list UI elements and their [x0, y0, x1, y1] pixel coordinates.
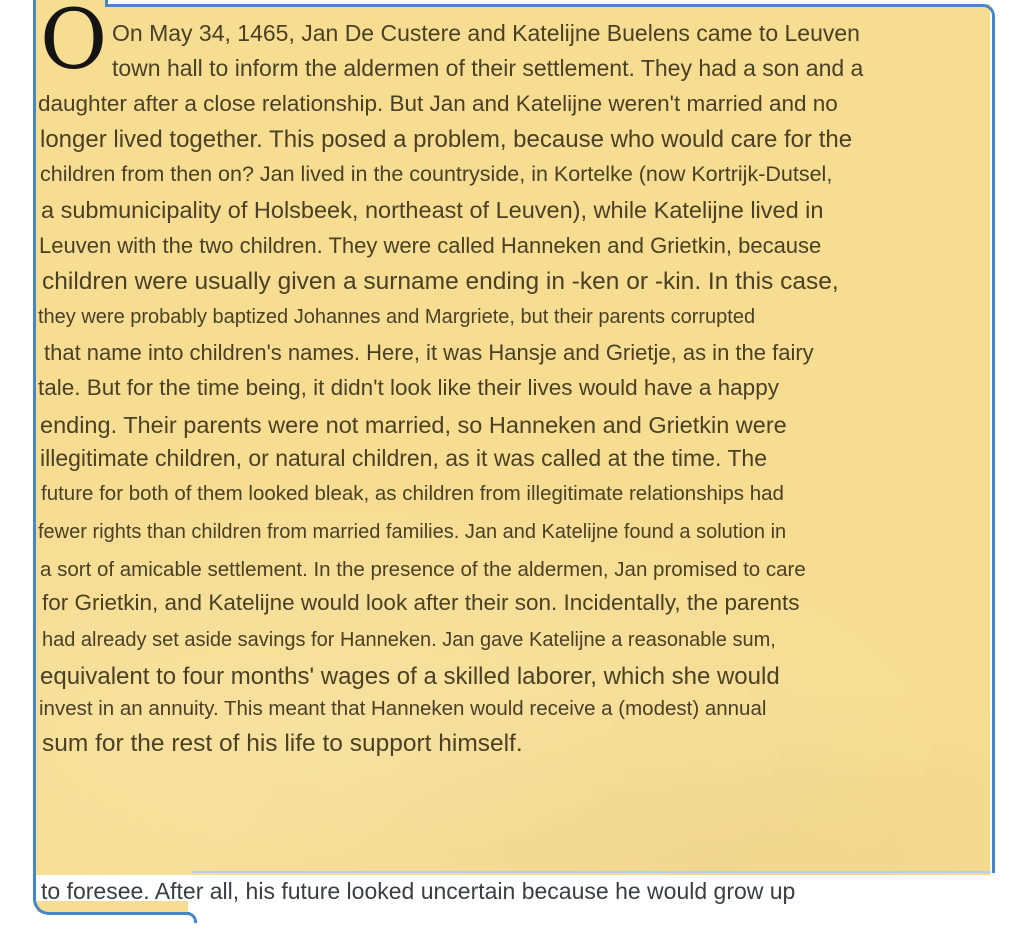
text-line: town hall to inform the aldermen of their settlement. They had a son and a [112, 55, 864, 81]
text-line: illegitimate children, or natural children, as it was called at the time. The [40, 445, 767, 471]
text-line: a submunicipality of Holsbeek, northeast of Leuven), while Katelijne lived in [41, 197, 824, 223]
selection-border-bottom-light [192, 871, 991, 873]
text-line: Leuven with the two children. They were called Hanneken and Grietkin, because [39, 233, 822, 258]
text-line: invest in an annuity. This meant that Hanneken would receive a (modest) annual [39, 697, 767, 720]
text-line: they were probably baptized Johannes and Margriete, but their parents corrupted [38, 306, 756, 328]
text-line: daughter after a close relationship. But Jan and Katelijne weren't married and no [38, 91, 838, 116]
text-line: ending. Their parents were not married, so Hanneken and Grietkin were [40, 412, 787, 438]
text-line: longer lived together. This posed a problem, because who would care for the [40, 126, 853, 153]
text-line: sum for the rest of his life to support himself. [42, 730, 523, 757]
text-line: for Grietkin, and Katelijne would look after their son. Incidentally, the parents [42, 590, 800, 615]
text-line: children were usually given a surname ending in -ken or -kin. In this case, [42, 268, 839, 295]
text-line: a sort of amicable settlement. In the presence of the aldermen, Jan promised to care [40, 558, 806, 581]
unhighlighted-text-line: to foresee. After all, his future looked uncertain because he would grow up [41, 878, 796, 904]
text-line: children from then on? Jan lived in the countryside, in Kortelke (now Kortrijk-Dutsel, [40, 162, 833, 186]
text-line: that name into children's names. Here, it was Hansje and Grietje, as in the fairy [44, 340, 814, 365]
text-line: equivalent to four months' wages of a skilled laborer, which she would [40, 663, 780, 690]
text-line: tale. But for the time being, it didn't look like their lives would have a happy [38, 375, 779, 400]
text-line: On May 34, 1465, Jan De Custere and Katelijne Buelens came to Leuven [112, 20, 860, 46]
drop-cap-letter: O [40, 0, 106, 88]
text-line: had already set aside savings for Hanneken. Jan gave Katelijne a reasonable sum, [42, 629, 776, 651]
selection-border-elbow [185, 912, 197, 923]
text-line: future for both of them looked bleak, as children from illegitimate relationships had [41, 482, 784, 505]
text-line: fewer rights than children from married families. Jan and Katelijne found a solution in [38, 521, 787, 543]
